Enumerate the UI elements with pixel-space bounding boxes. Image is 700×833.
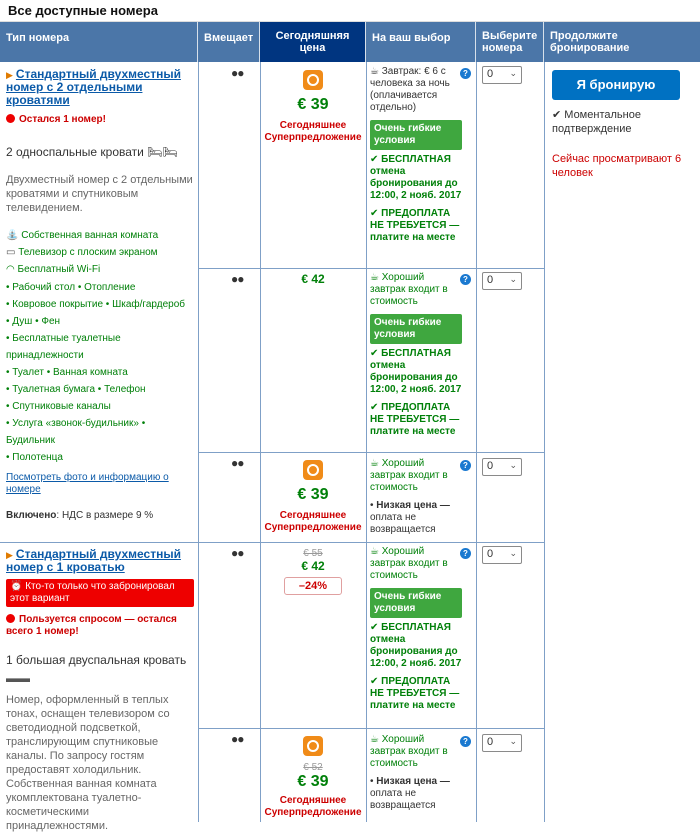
room-description: Номер, оформленный в теплых тонах, оснащен телевизором со светодиодной подсветкой, транслирующим спутниковые каналы. По запросу гостям предоставят холодильник. Собственная ванная комната укомплектована туалетно-косметическими принадлежностями. — [6, 693, 194, 833]
price-value: € 42 — [262, 272, 364, 286]
help-icon[interactable]: ? — [460, 68, 471, 79]
column-divider — [198, 62, 199, 822]
header-choice: На ваш выбор — [366, 22, 476, 62]
arrow-right-icon: ▶ — [6, 70, 13, 80]
select-value: 0 — [487, 548, 493, 560]
two-persons-icon: ●● — [231, 456, 244, 470]
row-divider — [198, 728, 544, 729]
amenity-line: • Душ • Фен — [6, 313, 194, 330]
conditions-cell-2 — [370, 272, 462, 438]
room-name-link[interactable]: Стандартный двухместный номер с 2 отдельными кроватями — [6, 67, 181, 107]
free-cancel-text: БЕСПЛАТНАЯ отмена бронирования до 12:00, 2 нояб. 2017 — [370, 348, 461, 395]
help-icon[interactable]: ? — [460, 460, 471, 471]
page-title: Все доступные номера — [0, 0, 700, 22]
deal-badge-icon — [303, 460, 323, 480]
row-divider — [198, 268, 544, 269]
no-prepay-item — [370, 402, 462, 438]
flexible-badge: Очень гибкие условия — [370, 588, 462, 618]
price-value: € 39 — [262, 96, 364, 114]
book-button[interactable]: Я бронирую — [552, 70, 680, 100]
rooms-left-notice — [6, 113, 194, 125]
price-cell-2 — [262, 272, 364, 286]
price-value: € 39 — [262, 773, 364, 791]
discount-badge: –24% — [284, 577, 342, 595]
no-prepay-text: ПРЕДОПЛАТА НЕ ТРЕБУЕТСЯ — платите на месте — [370, 208, 459, 243]
header-room-type: Тип номера — [0, 22, 198, 62]
deal-badge-icon — [303, 70, 323, 90]
facility-bath-label: Собственная ванная комната — [21, 230, 158, 241]
amenity-line: • Спутниковые каналы — [6, 398, 194, 415]
room-quantity-select[interactable] — [482, 272, 522, 290]
bath-icon: ⛲ — [6, 230, 18, 241]
header-continue: Продолжите бронирование — [544, 22, 700, 62]
checkmark-icon: ✔ — [370, 348, 378, 359]
facility-tv — [6, 244, 194, 261]
bed-text: 2 односпальные кровати — [6, 145, 144, 159]
included-label: Включено — [6, 510, 56, 521]
chevron-down-icon: ⌄ — [509, 736, 517, 747]
two-persons-icon: ●● — [231, 732, 244, 746]
super-deal-label: Сегодняшнее Суперпредложение — [262, 510, 364, 534]
viewing-now: Сейчас просматривают 6 человек — [552, 152, 692, 180]
amenity-line: • Ковровое покрытие • Шкаф/гардероб — [6, 296, 194, 313]
amenity-line: • Рабочий стол • Отопление — [6, 279, 194, 296]
meal-text: Хороший завтрак входит в стоимость — [370, 734, 448, 769]
free-cancel-text: БЕСПЛАТНАЯ отмена бронирования до 12:00, 2 нояб. 2017 — [370, 622, 461, 669]
checkmark-icon: ✔ — [370, 402, 378, 413]
room-description: Двухместный номер с 2 отдельными кроватями и спутниковым телевидением. — [6, 173, 194, 215]
free-cancel-item — [370, 622, 462, 670]
amenity-line: • Туалетная бумага • Телефон — [6, 381, 194, 398]
free-cancel-item — [370, 348, 462, 396]
amenity-line: • Полотенца — [6, 449, 194, 466]
low-price-title: Низкая цена — — [376, 500, 450, 511]
deal-badge-icon — [303, 736, 323, 756]
low-price-sub: оплата не возвращается — [370, 788, 436, 811]
price-cell-1 — [262, 70, 364, 144]
room-name-link[interactable]: Стандартный двухместный номер с 1 кроватью — [6, 547, 181, 574]
conditions-cell-3 — [370, 458, 462, 536]
checkmark-icon: ✔ — [370, 676, 378, 687]
price-cell-4 — [262, 548, 364, 595]
red-dot-icon — [6, 114, 15, 123]
recent-booking-text: Кто-то только что забронировал этот вариант — [10, 581, 175, 604]
rooms-left-text: Остался 1 номер! — [19, 114, 106, 125]
meal-info — [370, 66, 462, 114]
cup-icon: ☕ — [370, 272, 379, 283]
price-value: € 39 — [262, 486, 364, 504]
chevron-down-icon: ⌄ — [509, 68, 517, 79]
cup-icon: ☕ — [370, 734, 379, 745]
select-value: 0 — [487, 460, 493, 472]
header-price: Сегодняшняя цена — [260, 22, 366, 62]
conditions-cell-5 — [370, 734, 462, 812]
cup-icon: ☕ — [370, 546, 379, 557]
room-quantity-select[interactable] — [482, 458, 522, 476]
meal-info — [370, 734, 462, 770]
conditions-cell-4 — [370, 546, 462, 712]
conditions-cell-1 — [370, 66, 462, 244]
free-cancel-text: БЕСПЛАТНАЯ отмена бронирования до 12:00, 2 нояб. 2017 — [370, 154, 461, 201]
checkmark-icon: ✔ — [370, 154, 378, 165]
low-price-title: Низкая цена — — [376, 776, 450, 787]
help-icon[interactable]: ? — [460, 274, 471, 285]
flexible-badge: Очень гибкие условия — [370, 314, 462, 344]
facility-bath — [6, 227, 194, 244]
super-deal-label: Сегодняшнее Суперпредложение — [262, 795, 364, 819]
select-value: 0 — [487, 736, 493, 748]
price-cell-3 — [262, 460, 364, 534]
double-bed-icon: ▬▬ — [6, 671, 194, 685]
wifi-icon: ◠ — [6, 264, 15, 275]
meal-text: Хороший завтрак входит в стоимость — [370, 272, 448, 307]
help-icon[interactable]: ? — [460, 548, 471, 559]
chevron-down-icon: ⌄ — [509, 548, 517, 559]
free-cancel-item — [370, 154, 462, 202]
chevron-down-icon: ⌄ — [509, 460, 517, 471]
room-info-1 — [6, 68, 194, 521]
tv-icon: ▭ — [6, 247, 15, 258]
cup-icon: ☕ — [370, 66, 379, 77]
room-quantity-select[interactable] — [482, 546, 522, 564]
old-price: € 52 — [262, 762, 364, 773]
column-divider — [476, 62, 477, 822]
select-value: 0 — [487, 68, 493, 80]
checkmark-icon: ✔ — [370, 208, 378, 219]
meal-info — [370, 272, 462, 308]
header-select: Выберите номера — [476, 22, 544, 62]
photos-link[interactable]: Посмотреть фото и информацию о номере — [6, 472, 194, 496]
low-price-item: • Низкая цена — оплата не возвращается — [370, 500, 462, 536]
row-divider — [0, 542, 544, 543]
two-persons-icon: ●● — [231, 66, 244, 80]
room-info-2 — [6, 548, 194, 833]
amenity-line: • Услуга «звонок-будильник» • Будильник — [6, 415, 194, 449]
room-name-1-wrapper[interactable] — [6, 68, 194, 107]
column-divider — [260, 62, 261, 822]
two-persons-icon: ●● — [231, 272, 244, 286]
checkmark-icon: ✔ — [552, 109, 561, 121]
amenities-list — [6, 279, 194, 466]
two-persons-icon: ●● — [231, 546, 244, 560]
red-dot-icon — [6, 614, 15, 623]
select-value: 0 — [487, 274, 493, 286]
included-value: : НДС в размере 9 % — [56, 510, 153, 521]
column-divider — [544, 62, 545, 822]
meal-info — [370, 458, 462, 494]
meal-text: Хороший завтрак входит в стоимость — [370, 546, 448, 581]
chevron-down-icon: ⌄ — [509, 274, 517, 285]
row-divider — [198, 452, 544, 453]
included-info — [6, 510, 194, 521]
header-capacity: Вмещает — [198, 22, 260, 62]
low-price-item: • Низкая цена — оплата не возвращается — [370, 776, 462, 812]
price-value: € 42 — [262, 559, 364, 573]
room-quantity-select[interactable] — [482, 66, 522, 84]
bed-info — [6, 145, 194, 159]
room-name-2-wrapper[interactable] — [6, 548, 194, 574]
no-prepay-text: ПРЕДОПЛАТА НЕ ТРЕБУЕТСЯ — платите на месте — [370, 402, 459, 437]
no-prepay-text: ПРЕДОПЛАТА НЕ ТРЕБУЕТСЯ — платите на месте — [370, 676, 459, 711]
facilities-main — [6, 227, 194, 278]
super-deal-label: Сегодняшнее Суперпредложение — [262, 120, 364, 144]
no-prepay-item — [370, 208, 462, 244]
demand-text: Пользуется спросом — остался всего 1 номер! — [6, 614, 177, 637]
meal-text: Завтрак: € 6 с человека за ночь (оплачивается отдельно) — [370, 66, 450, 113]
price-cell-5 — [262, 736, 364, 819]
facility-tv-label: Телевизор с плоским экраном — [18, 247, 157, 258]
amenity-line: • Туалет • Ванная комната — [6, 364, 194, 381]
old-price: € 55 — [262, 548, 364, 559]
no-prepay-item — [370, 676, 462, 712]
facility-wifi-label: Бесплатный Wi-Fi — [18, 264, 101, 275]
meal-info — [370, 546, 462, 582]
meal-text: Хороший завтрак входит в стоимость — [370, 458, 448, 493]
single-bed-icon: 🛏🛏 — [147, 145, 177, 159]
flexible-badge: Очень гибкие условия — [370, 120, 462, 150]
room-quantity-select[interactable] — [482, 734, 522, 752]
instant-confirmation-text: Моментальное подтверждение — [552, 109, 641, 135]
alarm-clock-icon: ⏰ — [10, 581, 22, 592]
low-price-sub: оплата не возвращается — [370, 512, 436, 535]
demand-notice — [6, 613, 194, 637]
amenity-line: • Бесплатные туалетные принадлежности — [6, 330, 194, 364]
checkmark-icon: ✔ — [370, 622, 378, 633]
column-divider — [366, 62, 367, 822]
bed-info-2 — [6, 653, 194, 667]
arrow-right-icon: ▶ — [6, 550, 13, 560]
instant-confirmation — [552, 108, 692, 136]
facility-wifi — [6, 261, 194, 278]
cup-icon: ☕ — [370, 458, 379, 469]
recent-booking-alert — [6, 579, 194, 607]
help-icon[interactable]: ? — [460, 736, 471, 747]
bed-text: 1 большая двуспальная кровать — [6, 653, 186, 667]
